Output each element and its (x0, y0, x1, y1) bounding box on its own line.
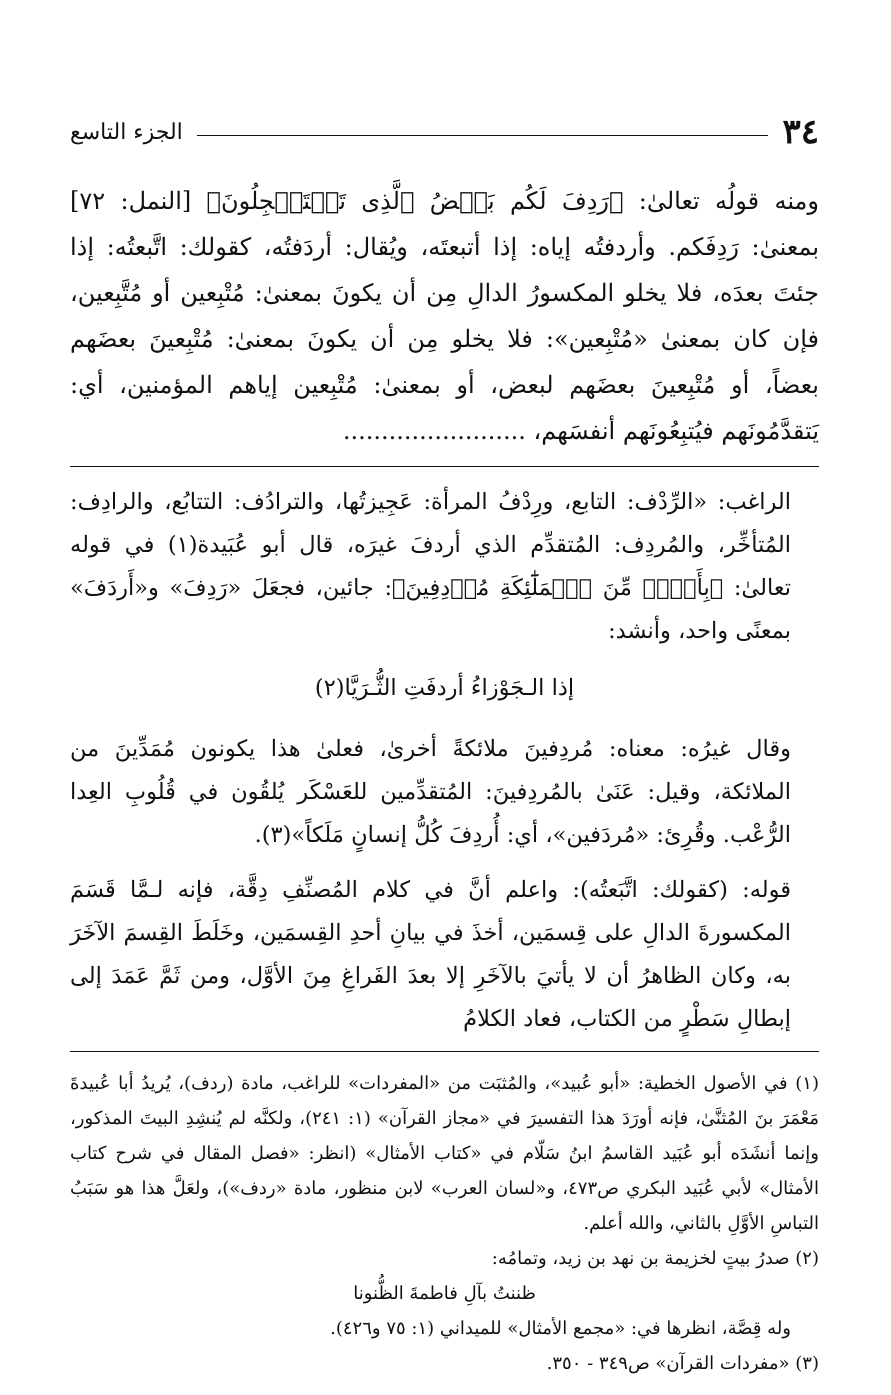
main-paragraph: ومنه قولُه تعالىٰ: ﴿رَدِفَ لَكُم بَعۡضُ ٱلَّذِى تَسۡتَعۡجِلُونَ﴾ [النمل: ٧٢] بمعنىٰ: رَدِفَكم. وأردفتُه إياه: إذا أتبعتَه، ويُقال: أردَفتُه، كقولك: اتَّبعتُه: إذا جئتَ بعدَه، فلا يخلو المكسورُ الدالِ مِن أن يكونَ بمعنىٰ: مُتْبِعين أو مُتَّبِعين، فإن كان بمعنىٰ «مُتْبِعين»: فلا يخلو مِن أن يكونَ بمعنىٰ: مُتْبِعينَ بعضَهم بعضاً، أو مُتْبِعينَ بعضَهم لبعض، أو بمعنىٰ: مُتْبِعين إياهم المؤمنين، أي: يَتقدَّمُونَهم فيُتبِعُونَهم أنفسَهم، ........................ (70, 187, 819, 445)
commentary-paragraph-others: وقال غيرُه: معناه: مُردِفينَ ملائكةً أخرىٰ، فعلىٰ هذا يكونون مُمَدِّينَ من الملائكة، وقيل: عَنَىٰ بالمُردِفينَ: المُتقدِّمين للعَسْكَر يُلقُون في قُلُوبِ العِدا الرُّعْب. وقُرِئ: «مُردَفين»، أي: أُردِفَ كُلُّ إنسانٍ مَلَكاً»(٣). (70, 736, 791, 848)
footnote-1: (١) في الأصول الخطية: «أبو عُبيد»، والمُثبَت من «المفردات» للراغب، مادة (ردف)، يُريدُ أبا عُبيدةَ مَعْمَرَ بنَ المُثنَّىٰ، فإنه أورَدَ هذا التفسيرَ في «مجاز القرآن» (١: ٢٤١)، ولكنَّه لم يُنشِدِ البيتَ المذكور، وإنما أنشَدَه أبو عُبَيد القاسمُ ابنُ سَلّام في «كتاب الأمثال» (انظر: «فصل المقال في شرح كتاب الأمثال» لأبي عُبَيد البكري ص٤٧٣، و«لسان العرب» لابن منظور، مادة «ردف»)، ولعَلَّ هذا هو سَبَبُ التباسِ الأوَّلِ بالثاني، والله أعلم. (70, 1073, 819, 1234)
running-head (70, 108, 819, 156)
footnotes (70, 1066, 819, 1381)
footnote-2-intro: (٢) صدرُ بيتٍ لخزيمة بن نهد بن زيد، وتمامُه: (491, 1248, 819, 1269)
footnote-2-note: وله قِصَّة، انظرها في: «مجمع الأمثال» للميداني (١: ٧٥ و٤٢٦). (330, 1318, 791, 1339)
page-number: ٣٤ (782, 112, 819, 152)
commentary-paragraph-raghib: الراغب: «الرِّدْف: التابع، ورِدْفُ المرأة: عَجِيزتُها، والترادُف: التتابُع، والرادِف: المُتأخِّر، والمُردِف: المُتقدِّم الذي أردفَ غيرَه، قال أبو عُبَيدة(١) في قوله تعالىٰ: ﴿بِأَلۡفٖ مِّنَ ٱلۡمَلَٰٓئِكَةِ مُرۡدِفِينَ﴾: جائين، فجعَلَ «رَدِفَ» و«أَردَفَ» بمعنًى واحد، وأنشد: (70, 489, 791, 644)
section-divider (70, 466, 819, 467)
commentary-paragraph-qawluh: قوله: (كقولك: اتَّبَعتُه): واعلم أنَّ في كلام المُصنِّفِ دِقَّة، فإنه لـمَّا قَسَمَ المكسورةَ الدالِ على قِسمَين، أخذَ في بيانِ أحدِ القِسمَين، وخَلَطَ القِسمَ الآخَرَ به، وكان الظاهرُ أن لا يأتيَ بالآخَرِ إلا بعدَ الفَراغِ مِنَ الأوَّل، ومن ثَمَّ عَمَدَ إلى إبطالِ سَطْرٍ من الكتاب، فعاد الكلامُ (70, 877, 791, 1032)
header-rule (197, 135, 769, 136)
footnote-divider (70, 1051, 819, 1052)
chapter-title: الجزء التاسع (70, 119, 183, 145)
footnote-3: (٣) «مفردات القرآن» ص٣٤٩ - ٣٥٠. (546, 1353, 819, 1374)
poetry-verse: إذا الـجَوْزاءُ أردفَتِ الثُّـرَيَّا(٢) (314, 675, 575, 701)
main-text (70, 178, 819, 454)
footnote-2-verse: ظننتُ بآلِ فاطمةَ الظُّنونا (353, 1283, 536, 1304)
commentary-block (70, 481, 819, 1041)
